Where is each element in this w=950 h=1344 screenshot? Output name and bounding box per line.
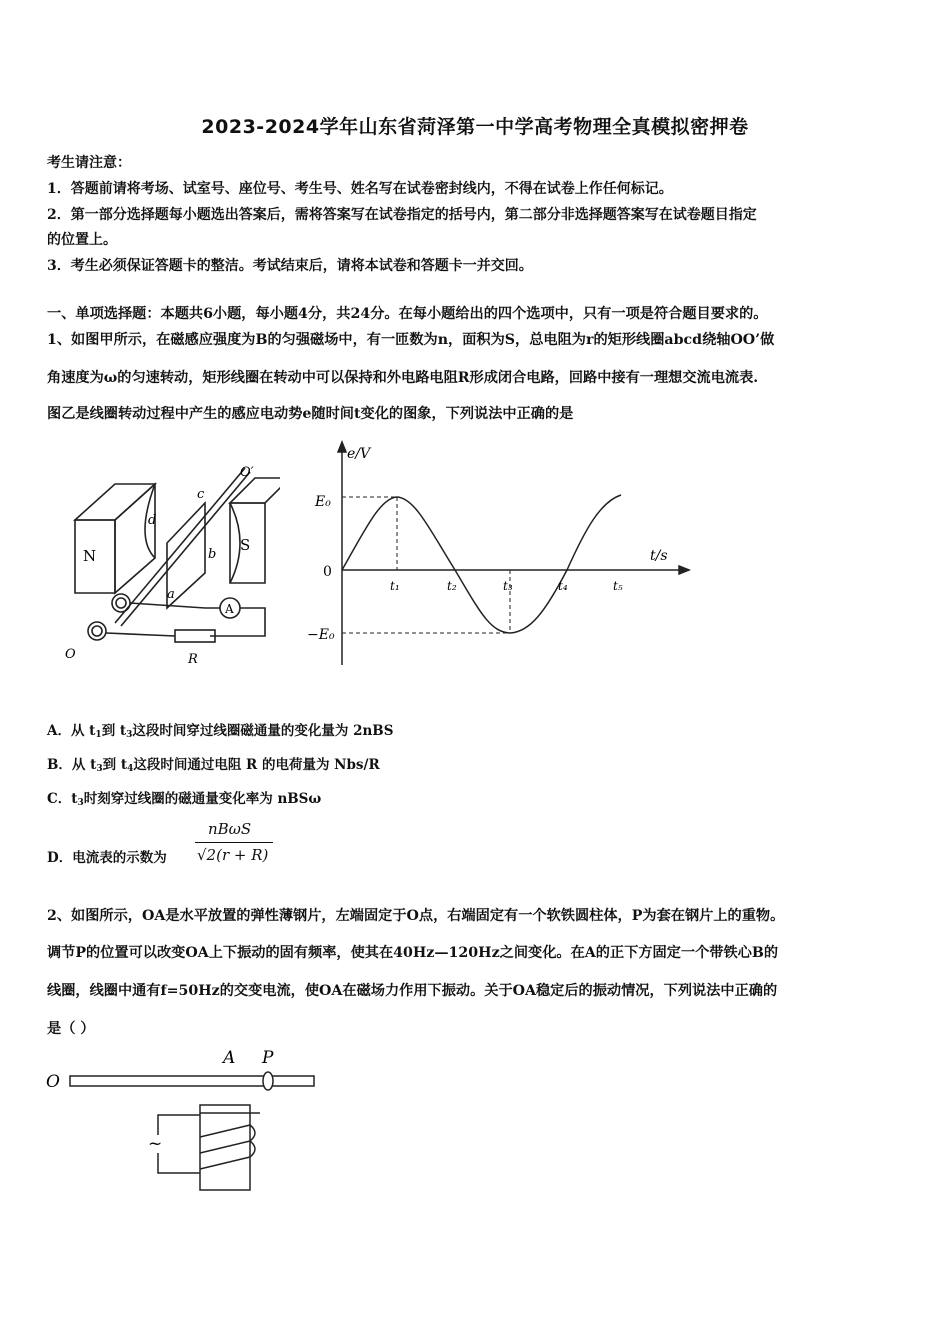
point-a-label: A: [223, 1048, 236, 1068]
notice-item-3: 3．考生必须保证答题卡的整洁。考试结束后，请将本试卷和答题卡一并交回。: [47, 258, 533, 274]
q2-line-4: 是（ ）: [47, 1021, 95, 1037]
ammeter-label: A: [225, 602, 234, 616]
q2-line-2: 调节P的位置可以改变OA上下振动的固有频率，使其在40Hz—120Hz之间变化。在A的正下方固定一个带铁心B的: [47, 945, 779, 961]
notice-item-1: 1．答题前请将考场、试室号、座位号、考生号、姓名写在试卷密封线内，不得在试卷上作任何标记。: [47, 181, 673, 197]
coil-b-label: b: [208, 547, 217, 562]
axis-o-label: O: [65, 647, 76, 662]
notice-heading: 考生请注意：: [47, 155, 131, 171]
tick-t1: t₁: [390, 579, 400, 593]
q1-figure-generator: [55, 448, 280, 673]
magnet-s-label: S: [240, 536, 251, 554]
point-o-label: O: [46, 1072, 60, 1092]
coil-d-label: d: [148, 513, 157, 528]
y-axis-label: e/V: [347, 446, 371, 462]
q1-option-d[interactable]: D．电流表的示数为: [47, 850, 167, 866]
coil-c-label: c: [197, 487, 205, 502]
q1-figure-emf-graph: [305, 440, 695, 668]
q2-line-3: 线圈，线圈中通有f=50Hz的交变电流，使OA在磁场力作用下振动。关于OA稳定后的振动情况，下列说法中正确的: [47, 983, 778, 999]
notice-item-2-cont: 的位置上。: [47, 232, 117, 248]
page-title: 2023-2024学年山东省菏泽第一中学高考物理全真模拟密押卷: [201, 116, 749, 138]
axis-o-prime-label: O′: [240, 465, 254, 480]
fraction-denominator: √2(r + R): [197, 846, 269, 864]
x-axis-label: t/s: [650, 548, 668, 564]
section-heading: 一、单项选择题：本题共6小题，每小题4分，共24分。在每小题给出的四个选项中，只有一项是符合题目要求的。: [47, 306, 768, 322]
resistor-label: R: [188, 652, 198, 667]
q1-option-b[interactable]: B．从 $t_3$到 $t_4$这段时间通过电阻 R 的电荷量为 Nbs/R: [47, 757, 380, 774]
tick-t3: t₃: [503, 579, 513, 593]
q1-option-a[interactable]: A．从 $t_1$到 $t_3$这段时间穿过线圈磁通量的变化量为 2nBS: [47, 723, 394, 740]
q1-line-2: 角速度为ω的匀速转动，矩形线圈在转动中可以保持和外电路电阻R形成闭合电路，回路中接有一理想交流电流表.: [47, 370, 759, 386]
q2-line-1: 2、如图所示，OA是水平放置的弹性薄钢片，左端固定于O点，右端固定有一个软铁圆柱体，P为套在钢片上的重物。: [47, 908, 785, 924]
tick-t4: t₄: [558, 579, 568, 593]
ac-source-label: ~: [148, 1134, 163, 1154]
neg-e0-label: −E₀: [307, 627, 335, 643]
tick-t2: t₂: [447, 579, 457, 593]
notice-item-2: 2．第一部分选择题每小题选出答案后，需将答案写在试卷指定的括号内，第二部分非选择题答案写在试卷题目指定: [47, 207, 757, 223]
tick-t5: t₅: [613, 579, 623, 593]
coil-a-label: a: [167, 587, 175, 602]
emf-curve: [342, 495, 621, 633]
point-p-label: P: [262, 1048, 274, 1068]
e0-label: E₀: [315, 494, 331, 510]
q1-line-1: 1、如图甲所示，在磁感应强度为B的匀强磁场中，有一匝数为n，面积为S，总电阻为r的矩形线圈abcd绕轴OO’做: [47, 332, 775, 348]
q1-option-c[interactable]: C．$t_3$时刻穿过线圈的磁通量变化率为 nBSω: [47, 791, 322, 808]
fraction-numerator: nBωS: [208, 820, 252, 838]
q1-line-3: 图乙是线圈转动过程中产生的感应电动势e随时间t变化的图象，下列说法中正确的是: [47, 406, 574, 422]
q2-figure-strip-coil: [40, 1045, 330, 1195]
origin-label: 0: [323, 564, 332, 580]
magnet-n-label: N: [83, 547, 97, 565]
